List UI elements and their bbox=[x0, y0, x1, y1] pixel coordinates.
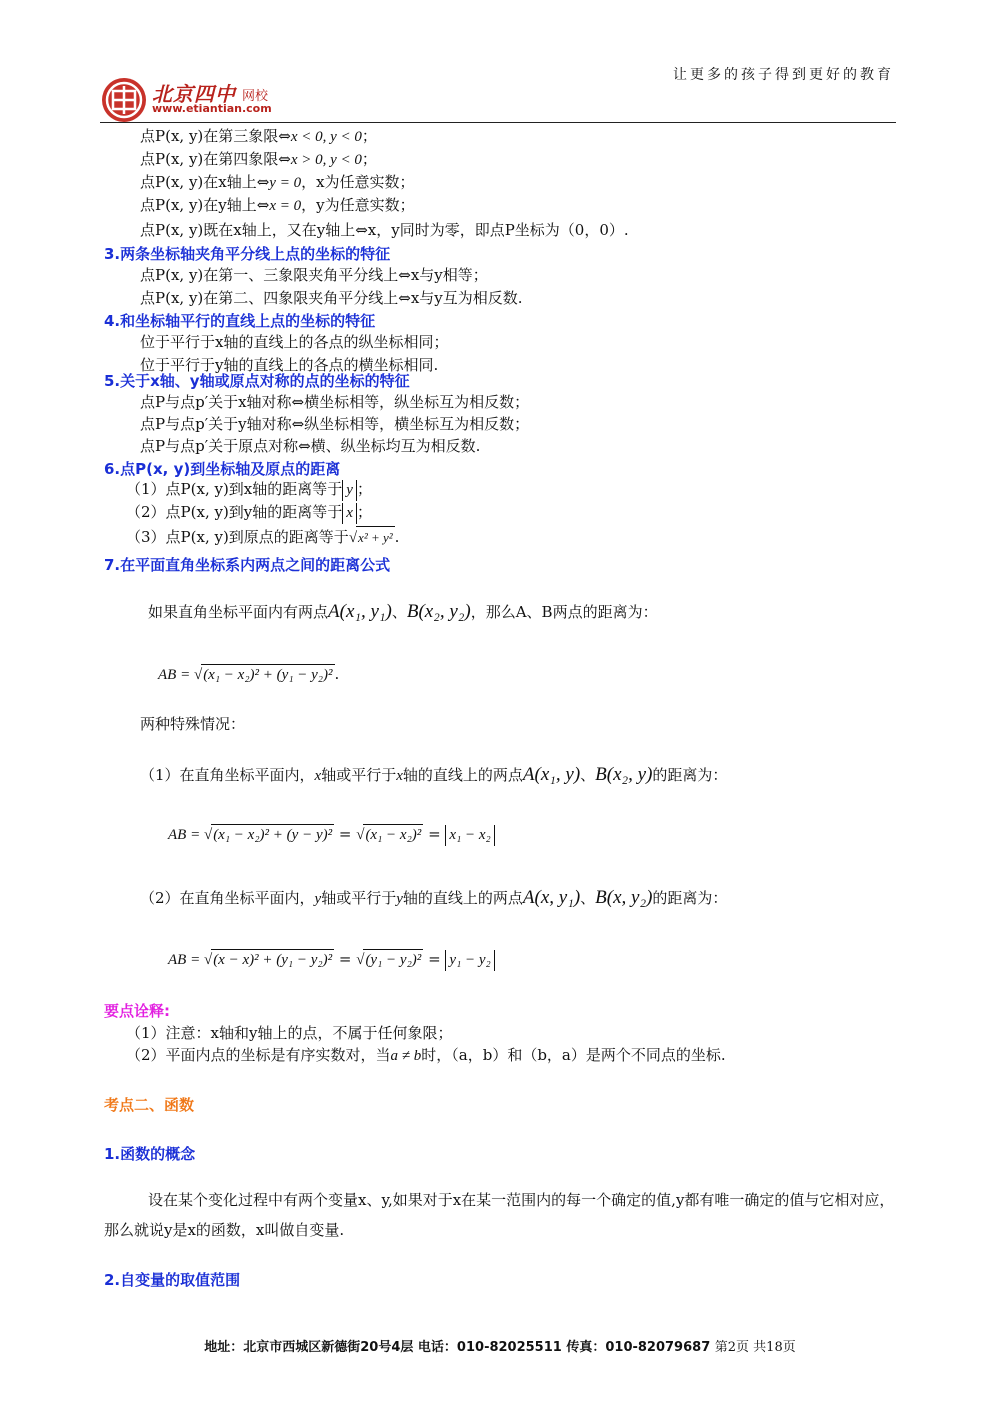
section-5-line-2: 点P与点p′关于y轴对称⇔纵坐标相等，横坐标互为相反数； bbox=[140, 415, 530, 433]
section-4-line-2: 位于平行于y轴的直线上的各点的横坐标相同. bbox=[140, 356, 439, 374]
section-6-title: 6.点P(x, y)到坐标轴及原点的距离 bbox=[104, 460, 341, 478]
section-5-line-3: 点P与点p′关于原点对称⇔横、纵坐标均互为相反数. bbox=[140, 437, 481, 455]
slogan: 让更多的孩子得到更好的教育 bbox=[673, 67, 894, 83]
notes-title: 要点诠释: bbox=[104, 1002, 170, 1020]
section-7-intro: 如果直角坐标平面内有两点A(x₁, y₁)、B(x₂, y₂)，那么A、B两点的距离为： bbox=[148, 601, 658, 622]
section-5-line-1: 点P与点p′关于x轴对称⇔横坐标相等，纵坐标互为相反数； bbox=[140, 393, 530, 411]
section-6-line-2: （2）点P(x, y)到y轴的距离等于 x ； bbox=[126, 502, 372, 524]
section-4-line-1: 位于平行于x轴的直线上的各点的纵坐标相同； bbox=[140, 333, 449, 351]
line-fourth-quadrant: 点P(x, y)在第四象限⇔x > 0, y < 0； bbox=[140, 150, 377, 168]
section-3-line-1: 点P(x, y)在第一、三象限夹角平分线上⇔x与y相等； bbox=[140, 266, 488, 284]
case-2-formula: AB = √(x − x)² + (y₁ − y₂)² = √(y₁ − y₂)² = y₁ − y₂ bbox=[168, 949, 495, 971]
logo-name: 北京四中 bbox=[152, 82, 236, 106]
note-1: （1）注意：x轴和y轴上的点，不属于任何象限； bbox=[126, 1024, 453, 1042]
section-5-title: 5.关于x轴、y轴或原点对称的点的坐标的特征 bbox=[104, 372, 410, 390]
line-y-axis: 点P(x, y)在y轴上⇔x = 0，y为任意实数； bbox=[140, 196, 415, 214]
section-7-formula: AB = √(x₁ − x₂)² + (y₁ − y₂)² . bbox=[158, 664, 339, 686]
note-2: （2）平面内点的坐标是有序实数对，当a ≠ b时，（a，b）和（b，a）是两个不同点的坐标. bbox=[126, 1046, 726, 1064]
case-2-text: （2）在直角坐标平面内，y轴或平行于y轴的直线上的两点A(x, y₁)、B(x, y₂)的距离为： bbox=[140, 887, 728, 908]
section-3-title: 3.两条坐标轴夹角平分线上点的坐标的特征 bbox=[104, 245, 391, 263]
logo-sub: 网校 bbox=[242, 89, 269, 104]
section-6-line-1: （1）点P(x, y)到x轴的距离等于 y ； bbox=[126, 479, 372, 501]
section-3-line-2: 点P(x, y)在第二、四象限夹角平分线上⇔x与y互为相反数. bbox=[140, 289, 523, 307]
section-7-title: 7.在平面直角坐标系内两点之间的距离公式 bbox=[104, 556, 391, 574]
page-footer bbox=[0, 1336, 1000, 1355]
case-1-text: （1）在直角坐标平面内，x轴或平行于x轴的直线上的两点A(x₁, y)、B(x₂, y)的距离为： bbox=[140, 764, 728, 785]
section-6-line-3: （3）点P(x, y)到原点的距离等于√x² + y² . bbox=[126, 528, 400, 546]
domain-title: 2.自变量的取值范围 bbox=[104, 1271, 241, 1289]
function-concept-title: 1.函数的概念 bbox=[104, 1145, 196, 1163]
special-cases-label: 两种特殊情况： bbox=[140, 715, 246, 733]
section-4-title: 4.和坐标轴平行的直线上点的坐标的特征 bbox=[104, 312, 376, 330]
school-logo bbox=[100, 76, 148, 124]
function-concept-paragraph: 设在某个变化过程中有两个变量x、y,如果对于x在某一范围内的每一个确定的值,y都有唯一确定的值与它相对应，那么就说y是x的函数，x叫做自变量. bbox=[104, 1191, 895, 1239]
line-origin: 点P(x, y)既在x轴上，又在y轴上⇔x，y同时为零，即点P坐标为（0，0）. bbox=[140, 221, 629, 239]
key-point-2-title: 考点二、函数 bbox=[104, 1096, 195, 1114]
header-rule bbox=[100, 122, 896, 123]
case-1-formula: AB = √(x₁ − x₂)² + (y − y)² = √(x₁ − x₂)² = x₁ − x₂ bbox=[168, 824, 495, 846]
line-x-axis: 点P(x, y)在x轴上⇔y = 0，x为任意实数； bbox=[140, 173, 415, 191]
line-third-quadrant: 点P(x, y)在第三象限⇔x < 0, y < 0； bbox=[140, 127, 377, 145]
logo-url: www.etiantian.com bbox=[152, 102, 272, 115]
footer-address: 地址：北京市西城区新德街20号4层 电话：010-82025511 传真：010-82079687 bbox=[204, 1340, 711, 1355]
page-number: 第2页 共18页 bbox=[714, 1340, 796, 1355]
